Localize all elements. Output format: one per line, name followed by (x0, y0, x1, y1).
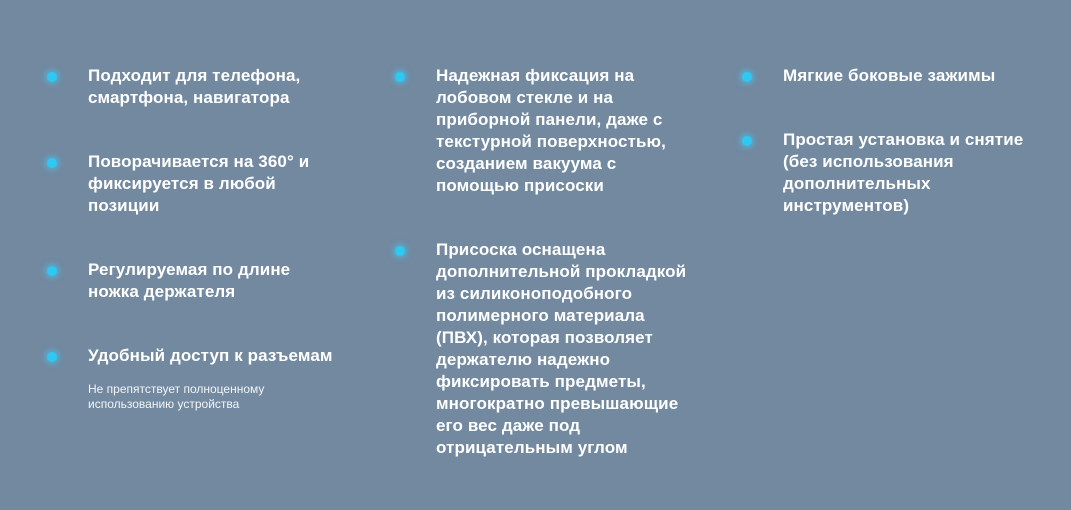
feature-title: Присоска оснащена дополнительной прокладкой из силиконоподобного полимерного материала (ПВХ), которая позволяет держателю надежно фиксировать предметы, многократно превышающие его вес даже под отрицательным углом (436, 240, 687, 457)
bullet-dot-icon (742, 72, 752, 82)
feature-title: Надежная фиксация на лобовом стекле и на приборной панели, даже с текстурной поверхностью, созданием вакуума с помощью присоски (436, 66, 666, 195)
feature-item (392, 65, 712, 197)
features-column-3 (739, 65, 1059, 217)
feature-item (739, 65, 1059, 87)
bullet-dot-icon (395, 246, 405, 256)
feature-item (44, 151, 364, 217)
bullet-dot-icon (47, 266, 57, 276)
feature-item (392, 239, 712, 459)
feature-title: Подходит для телефона, смартфона, навигатора (88, 66, 301, 107)
feature-title: Поворачивается на 360° и фиксируется в любой позиции (88, 152, 310, 215)
feature-item (44, 345, 364, 412)
feature-title: Регулируемая по длине ножка держателя (88, 260, 291, 301)
bullet-dot-icon (395, 72, 405, 82)
bullet-dot-icon (47, 158, 57, 168)
bullet-dot-icon (742, 136, 752, 146)
features-column-1 (44, 65, 364, 412)
feature-item (739, 129, 1059, 217)
feature-item (44, 65, 364, 109)
feature-title: Удобный доступ к разъемам (88, 346, 333, 365)
bullet-dot-icon (47, 352, 57, 362)
feature-description: Не препятствует полноценному использованию устройства (88, 382, 265, 411)
bullet-dot-icon (47, 72, 57, 82)
feature-item (44, 259, 364, 303)
feature-title: Простая установка и снятие (без использования дополнительных инструментов) (783, 130, 1024, 215)
features-column-2 (392, 65, 712, 459)
feature-title: Мягкие боковые зажимы (783, 66, 996, 85)
